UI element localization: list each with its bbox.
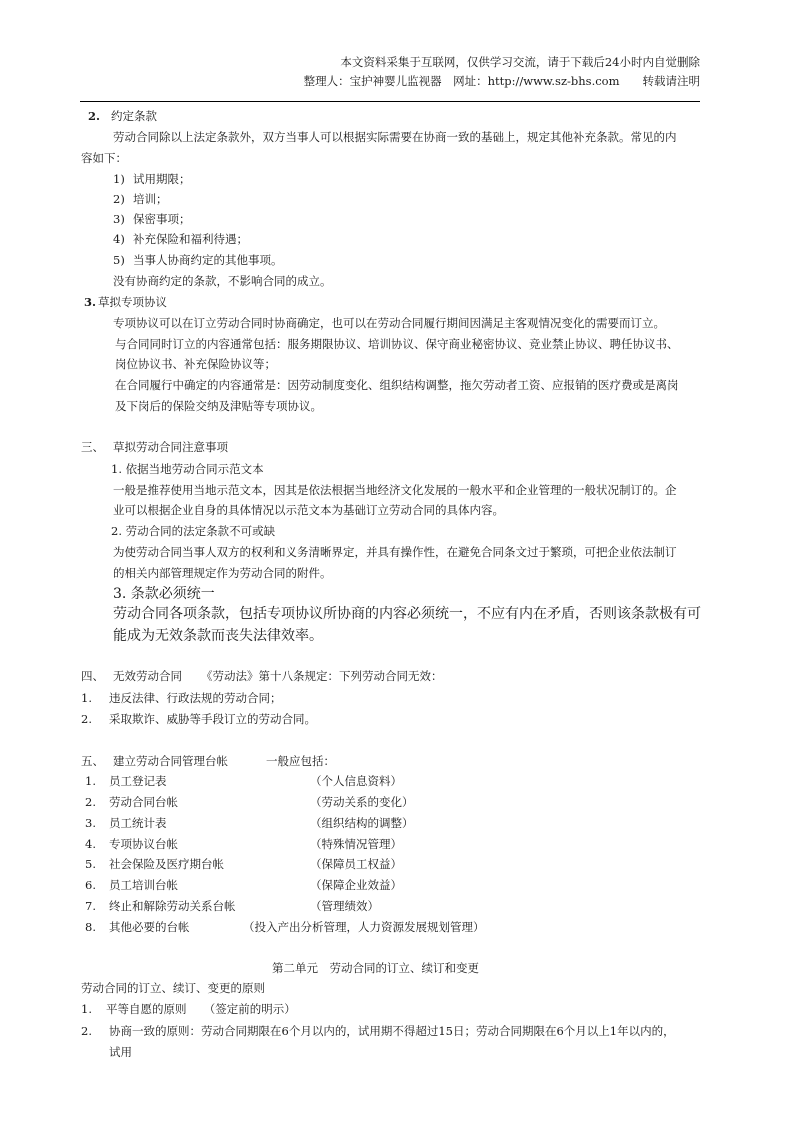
part-4-number: 四、	[81, 669, 104, 683]
list-item-number: 5)	[113, 253, 125, 267]
list-item-number: 1.	[81, 1002, 92, 1016]
table-row-name: 其他必要的台帐	[109, 920, 190, 934]
list-item: 协商一致的原则：劳动合同期限在6个月以内的，试用期不得超过15日；劳动合同期限在6个月以上1年以内的，	[109, 1024, 675, 1038]
section-2-intro-line2: 容如下：	[81, 151, 127, 165]
list-item-number: 2.	[81, 1024, 92, 1038]
section-3-para2-line2: 岗位协议书、补充保险协议等；	[115, 357, 276, 371]
table-row-number: 4.	[85, 837, 96, 851]
table-row-note: （劳动关系的变化）	[310, 795, 414, 809]
section-2-intro-line1: 劳动合同除以上法定条款外，双方当事人可以根据实际需要在协商一致的基础上，规定其他补充条款。常见的内	[113, 130, 677, 144]
list-item-number: 4)	[113, 232, 125, 246]
table-row-number: 7.	[85, 899, 96, 913]
table-row-note: （个人信息资料）	[310, 774, 402, 788]
list-item-continuation: 试用	[109, 1045, 132, 1059]
part-3-sub2-line1: 为使劳动合同当事人双方的权利和义务清晰界定，并具有操作性，在避免合同条文过于繁琐，可把企业依法制订	[113, 545, 677, 559]
part-5-title: 建立劳动合同管理台帐	[113, 754, 228, 768]
part-5-intro: 一般应包括：	[266, 754, 335, 768]
table-row-number: 3.	[85, 816, 96, 830]
list-item: 培训；	[133, 192, 168, 206]
list-item: 试用期限；	[133, 172, 191, 186]
section-2-note: 没有协商约定的条款，不影响合同的成立。	[113, 274, 332, 288]
table-row-name: 专项协议台帐	[109, 837, 178, 851]
list-item: 补充保险和福利待遇；	[133, 232, 248, 246]
section-3-para1: 专项协议可以在订立劳动合同时协商确定，也可以在劳动合同履行期间因满足主客观情况变化的需要而订立。	[113, 316, 665, 330]
section-2-number: 2.	[88, 109, 101, 123]
list-item: 采取欺诈、威胁等手段订立的劳动合同。	[109, 712, 316, 726]
list-item-number: 2)	[113, 192, 125, 206]
part-4-intro: 《劳动法》第十八条规定：下列劳动合同无效：	[201, 669, 443, 683]
table-row-name: 员工统计表	[109, 816, 167, 830]
part-3-sub3-line1: 劳动合同各项条款，包括专项协议所协商的内容必须统一，不应有内在矛盾，否则该条款极有可	[113, 606, 701, 622]
section-2-title: 约定条款	[111, 109, 157, 123]
table-row-number: 8.	[85, 920, 96, 934]
list-item: 保密事项；	[133, 212, 191, 226]
list-item: 当事人协商约定的其他事项。	[133, 253, 283, 267]
list-item-number: 1)	[113, 172, 125, 186]
table-row-name: 员工登记表	[109, 774, 167, 788]
table-row-name: 社会保险及医疗期台帐	[109, 857, 224, 871]
part-4-title: 无效劳动合同	[113, 669, 182, 683]
table-row-note: （投入产出分析管理，人力资源发展规划管理）	[243, 920, 485, 934]
section-3-para3-line2: 及下岗后的保险交纳及津贴等专项协议。	[115, 399, 322, 413]
list-item: 违反法律、行政法规的劳动合同；	[109, 691, 282, 705]
table-row-note: （特殊情况管理）	[310, 837, 402, 851]
part-3-sub1-title: 1. 依据当地劳动合同示范文本	[111, 462, 264, 476]
table-row-name: 劳动合同台帐	[109, 795, 178, 809]
part-3-sub2-line2: 的相关内部管理规定作为劳动合同的附件。	[113, 566, 332, 580]
part-3-sub1-line1: 一般是推荐使用当地示范文本，因其是依法根据当地经济文化发展的一般水平和企业管理的一般状况制订的。企	[113, 483, 677, 497]
list-item-number: 1.	[81, 691, 92, 705]
part-3-sub3-title: 3. 条款必须统一	[113, 586, 215, 602]
section-3-number: 3.	[84, 295, 97, 309]
table-row-name: 终止和解除劳动关系台帐	[109, 899, 236, 913]
unit-2-title: 第二单元 劳动合同的订立、续订和变更	[272, 961, 479, 975]
list-item-number: 3)	[113, 212, 125, 226]
table-row-number: 2.	[85, 795, 96, 809]
part-3-sub2-title: 2. 劳动合同的法定条款不可或缺	[111, 524, 276, 538]
header-credit: 整理人：宝护神婴儿监视器 网址：http://www.sz-bhs.com 转载请注明	[303, 74, 700, 88]
part-3-sub3-line2: 能成为无效条款而丧失法律效率。	[113, 628, 323, 644]
table-row-note: （保障员工权益）	[310, 857, 402, 871]
unit-2-subtitle: 劳动合同的订立、续订、变更的原则	[81, 981, 265, 995]
list-item: 平等自愿的原则 （签定前的明示）	[106, 1002, 296, 1016]
table-row-number: 1.	[85, 774, 96, 788]
part-3-sub1-line2: 业可以根据企业自身的具体情况以示范文本为基础订立劳动合同的具体内容。	[113, 503, 504, 517]
list-item-number: 2.	[81, 712, 92, 726]
table-row-note: （管理绩效）	[310, 899, 379, 913]
section-3-para3-line1: 在合同履行中确定的内容通常是：因劳动制度变化、组织结构调整，拖欠劳动者工资、应报销的医疗费或是离岗	[115, 378, 679, 392]
header-notice: 本文资料采集于互联网，仅供学习交流，请于下载后24小时内自觉删除	[340, 55, 700, 69]
part-5-number: 五、	[81, 754, 104, 768]
section-3-title: 草拟专项协议	[98, 295, 167, 309]
table-row-note: （保障企业效益）	[310, 878, 402, 892]
table-row-number: 6.	[85, 878, 96, 892]
table-row-name: 员工培训台帐	[109, 878, 178, 892]
table-row-note: （组织结构的调整）	[310, 816, 414, 830]
header-divider	[80, 101, 700, 102]
table-row-number: 5.	[85, 857, 96, 871]
part-3-title: 草拟劳动合同注意事项	[113, 440, 228, 454]
part-3-number: 三、	[81, 440, 104, 454]
section-3-para2-line1: 与合同同时订立的内容通常包括：服务期限协议、培训协议、保守商业秘密协议、竞业禁止协议、聘任协议书、	[115, 337, 679, 351]
